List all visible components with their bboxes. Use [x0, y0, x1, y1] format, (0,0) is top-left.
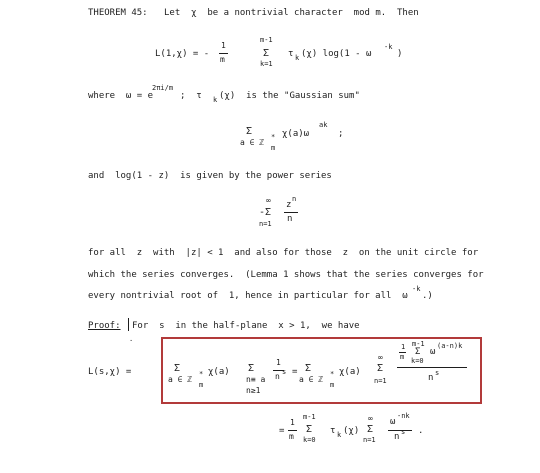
ps-sigma: -Σ: [259, 207, 272, 218]
eq2-chi2: χ(a): [339, 367, 361, 377]
eq3-den: n: [394, 432, 400, 442]
para-line3-prefix: every nontrivial root of 1, hence in particular for all ω: [88, 291, 408, 301]
eq3-den-exp: s: [401, 428, 406, 436]
eq2-frac1-den: n: [275, 372, 280, 381]
eq1-frac-den: m: [220, 55, 225, 64]
gauss-sub-m: m: [271, 144, 276, 152]
gauss-exp: ak: [319, 121, 328, 129]
theorem-statement: Let χ be a nontrivial character mod m. Then: [164, 8, 419, 18]
eq2-s3-sub: a ∈ ℤ: [299, 375, 324, 384]
eq1-tau-sub: k: [295, 54, 300, 62]
eq3-tau-sub: k: [337, 431, 342, 439]
ps-top: ∞: [266, 196, 271, 205]
para-line3-suffix: .): [422, 291, 433, 301]
theorem-label: THEOREM 45:: [88, 8, 148, 18]
eq3-end: .: [418, 426, 424, 436]
ps-bot: n=1: [259, 220, 272, 228]
proof-text: For s in the half-plane x > 1, we have: [132, 321, 360, 331]
eq2-s2-sigma: Σ: [248, 363, 255, 374]
eq2-in-bot: k=0: [411, 357, 424, 365]
eq2-chi: χ(a): [208, 367, 230, 377]
eq3-chi: (χ): [343, 426, 360, 436]
eq2-s1-sub: a ∈ ℤ: [168, 375, 193, 384]
eq2-omega-exp: (a-n)k: [437, 342, 463, 350]
eq2-s4-top: ∞: [378, 353, 383, 362]
eq1-close: ): [397, 49, 403, 59]
eq2-s3-star: *: [330, 370, 335, 378]
eq2-s1-m: m: [199, 381, 204, 389]
gauss-end: ;: [338, 129, 344, 139]
eq2-s3-m: m: [330, 381, 335, 389]
para-line2: which the series converges. (Lemma 1 shows that the series converges for: [88, 270, 484, 280]
eq3-s2-sigma: Σ: [367, 424, 374, 435]
eq2-eq: =: [292, 367, 298, 377]
where-mid: ; τ: [180, 91, 202, 101]
ps-num-exp: n: [292, 195, 297, 203]
gauss-sub-star: *: [271, 133, 276, 141]
eq2-s4-sigma: Σ: [377, 363, 384, 374]
eq2-pre-num: 1: [401, 343, 406, 351]
eq1-sum-top: m-1: [260, 36, 273, 44]
eq1-lhs: L(1,χ) = -: [155, 49, 210, 59]
where-tau-sub: k: [213, 96, 218, 104]
eq2-s2-sub1: n≡ a: [246, 375, 266, 384]
eq2-frac1-num: 1: [276, 358, 281, 367]
eq3-frac-num: 1: [290, 418, 295, 427]
eq2-omega: ω: [430, 347, 436, 357]
eq3-tau: τ: [330, 426, 336, 436]
eq1-exp: -k: [384, 43, 393, 51]
eq1-tail: (χ) log(1 - ω: [301, 49, 372, 59]
log-line: and log(1 - z) is given by the power series: [88, 171, 332, 181]
eq3-eq: =: [279, 426, 285, 436]
where-suffix: (χ) is the "Gaussian sum": [219, 91, 360, 101]
ps-num: z: [286, 200, 292, 210]
eq3-num-exp: -nk: [397, 412, 410, 420]
ps-den: n: [287, 214, 293, 224]
margin-mark: ·: [129, 337, 134, 345]
eq1-sum-bot: k=1: [260, 60, 273, 68]
eq2-s3-sigma: Σ: [305, 363, 312, 374]
eq3-s2-top: ∞: [368, 414, 373, 423]
gauss-sub: a ∈ ℤ: [240, 138, 265, 147]
eq2-pre-den: m: [400, 353, 405, 361]
eq3-frac-den: m: [289, 432, 294, 441]
eq2-s1-sigma: Σ: [174, 363, 181, 374]
para-line1: for all z with |z| < 1 and also for those z on the unit circle for: [88, 248, 479, 258]
eq1-tau: τ: [288, 49, 294, 59]
eq3-s-top: m-1: [303, 413, 316, 421]
where-prefix: where ω = e: [88, 91, 154, 101]
eq2-in-sigma: Σ: [415, 347, 421, 357]
eq3-s2-bot: n=1: [363, 436, 376, 444]
para-line3-exp: -k: [412, 285, 421, 293]
eq3-num: ω: [390, 417, 396, 427]
gauss-body: χ(a)ω: [282, 129, 310, 139]
eq2-big-den-exp: s: [435, 369, 440, 377]
gauss-sigma: Σ: [246, 126, 253, 137]
proof-label: Proof:: [88, 321, 121, 331]
eq1-sum-sigma: Σ: [263, 48, 270, 59]
eq2-big-den: n: [428, 373, 434, 383]
eq3-s-sigma: Σ: [306, 424, 313, 435]
eq1-frac-num: 1: [221, 41, 226, 50]
eq2-frac1-den-exp: s: [282, 368, 287, 376]
eq2-s2-sub2: n≥1: [246, 386, 261, 395]
eq2-s4-bot: n=1: [374, 377, 387, 385]
eq2-s1-star: *: [199, 370, 204, 378]
eq2-in-top: m-1: [412, 340, 425, 348]
eq2-lhs: L(s,χ) =: [88, 367, 132, 377]
eq3-s-bot: k=0: [303, 436, 316, 444]
where-exp: 2πi/m: [152, 84, 174, 92]
